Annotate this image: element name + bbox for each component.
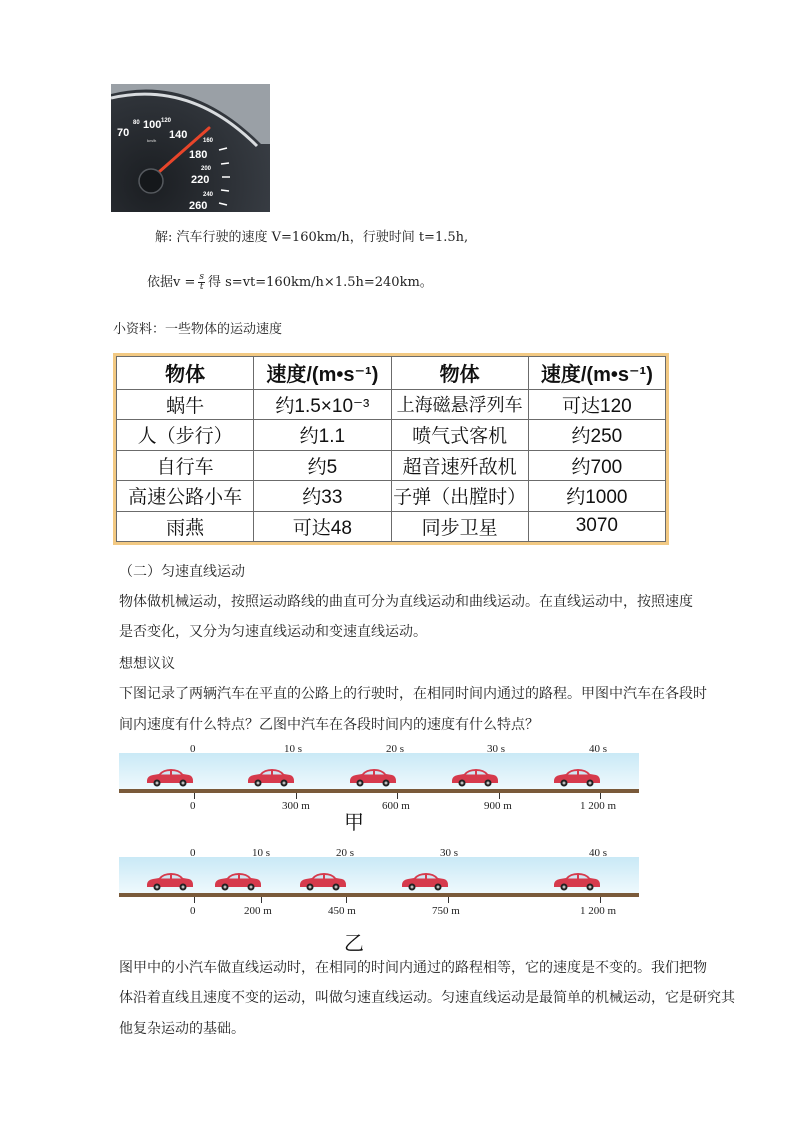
dial-number: 240 <box>203 192 214 198</box>
table-cell: 可达48 <box>254 511 391 541</box>
table-header: 速度/(m•s⁻¹) <box>254 357 391 390</box>
distance-marker <box>194 897 195 903</box>
table-cell: 约1.1 <box>254 420 391 450</box>
table-row <box>117 511 666 541</box>
paragraph-3-line-2: 体沿着直线且速度不变的运动，叫做匀速直线运动。匀速直线运动是最简单的机械运动，它是研究其 <box>119 990 735 1006</box>
dial-number: 100 <box>143 119 162 131</box>
table-cell: 喷气式客机 <box>391 420 528 450</box>
paragraph-3-line-3: 他复杂运动的基础。 <box>119 1021 245 1037</box>
table-cell: 超音速歼敌机 <box>391 450 528 480</box>
car <box>246 767 296 791</box>
time-tick: 20 s <box>386 743 405 755</box>
table-cell: 约700 <box>528 450 665 480</box>
table-cell: 约1.5×10⁻³ <box>254 389 391 419</box>
distance-tick: 900 m <box>484 800 512 812</box>
speed-table <box>116 356 666 542</box>
car <box>145 767 195 791</box>
diagram-label-yi: 乙 <box>344 931 364 955</box>
time-tick: 30 s <box>487 743 506 755</box>
distance-marker <box>448 897 449 903</box>
speedometer-graphic <box>111 84 270 212</box>
car <box>450 767 500 791</box>
dial-number: 160 <box>203 138 214 144</box>
table-cell: 雨燕 <box>117 511 254 541</box>
table-header: 物体 <box>117 357 254 390</box>
distance-tick: 1 200 m <box>580 905 617 917</box>
dial-number: 220 <box>191 174 210 186</box>
time-tick: 20 s <box>336 847 355 859</box>
distance-marker <box>600 897 601 903</box>
solution-line-2 <box>147 273 433 293</box>
car <box>552 871 602 895</box>
distance-marker <box>499 793 500 799</box>
paragraph-2-line-2: 间内速度有什么特点？乙图中汽车在各段时间内的速度有什么特点？ <box>119 717 539 733</box>
paragraph-3-line-1: 图甲中的小汽车做直线运动时，在相同的时间内通过的路程相等，它的速度是不变的。我们把物 <box>119 960 707 976</box>
dial-number: 200 <box>201 166 212 172</box>
distance-marker <box>600 793 601 799</box>
time-tick: 0 <box>190 847 196 859</box>
distance-marker <box>194 793 195 799</box>
table-cell: 约33 <box>254 481 391 511</box>
paragraph-2-line-1: 下图记录了两辆汽车在平直的公路上的行驶时，在相同时间内通过的路程。甲图中汽车在各段时 <box>119 686 707 702</box>
dial-number: 80 <box>133 120 140 126</box>
table-cell: 约250 <box>528 420 665 450</box>
fraction-numerator: s <box>199 272 204 282</box>
distance-marker <box>346 897 347 903</box>
distance-marker <box>397 793 398 799</box>
table-cell: 高速公路小车 <box>117 481 254 511</box>
car <box>552 767 602 791</box>
info-title: 小资料：一些物体的运动速度 <box>113 322 283 337</box>
distance-tick: 600 m <box>382 800 410 812</box>
table-header: 速度/(m•s⁻¹) <box>528 357 665 390</box>
table-cell: 约5 <box>254 450 391 480</box>
dial-number: 140 <box>169 129 188 141</box>
fraction <box>198 273 205 292</box>
table-cell: 子弹（出膛时） <box>391 481 528 511</box>
distance-tick: 750 m <box>432 905 460 917</box>
time-tick: 30 s <box>440 847 459 859</box>
car <box>348 767 398 791</box>
table-cell: 上海磁悬浮列车 <box>391 389 528 419</box>
table-header: 物体 <box>391 357 528 390</box>
table-row <box>117 389 666 419</box>
discuss-title: 想想议议 <box>119 656 175 672</box>
needle-hub <box>139 169 163 193</box>
section-title: （二）匀速直线运动 <box>119 564 245 580</box>
dial-number: 120 <box>161 118 172 124</box>
time-tick: 10 s <box>284 743 303 755</box>
car <box>298 871 348 895</box>
dial-number: 70 <box>117 127 130 139</box>
car <box>145 871 195 895</box>
time-tick: 0 <box>190 743 196 755</box>
table-row <box>117 420 666 450</box>
distance-tick: 300 m <box>282 800 310 812</box>
time-tick: 40 s <box>589 847 608 859</box>
car <box>400 871 450 895</box>
table-cell: 3070 <box>528 511 665 541</box>
time-tick: 40 s <box>589 743 608 755</box>
dial-unit: km/h <box>147 138 157 143</box>
time-tick: 10 s <box>252 847 271 859</box>
diagram-label-jia: 甲 <box>344 810 364 834</box>
dial-number: 180 <box>189 149 208 161</box>
distance-marker <box>261 897 262 903</box>
solution-prefix: 依据v = <box>147 275 196 290</box>
table-row <box>117 481 666 511</box>
car <box>213 871 263 895</box>
paragraph-1-line-2: 是否变化，又分为匀速直线运动和变速直线运动。 <box>119 624 427 640</box>
distance-tick: 0 <box>190 905 196 917</box>
paragraph-1-line-1: 物体做机械运动，按照运动路线的曲直可分为直线运动和曲线运动。在直线运动中，按照速度 <box>119 594 693 610</box>
table-cell: 可达120 <box>528 389 665 419</box>
speed-table-container <box>113 353 669 545</box>
distance-tick: 0 <box>190 800 196 812</box>
table-cell: 人（步行） <box>117 420 254 450</box>
fraction-denominator: t <box>199 282 204 292</box>
distance-tick: 1 200 m <box>580 800 617 812</box>
speedometer-image <box>111 84 270 212</box>
table-cell: 同步卫星 <box>391 511 528 541</box>
table-cell: 自行车 <box>117 450 254 480</box>
table-row <box>117 450 666 480</box>
table-header-row <box>117 357 666 390</box>
distance-tick: 200 m <box>244 905 272 917</box>
dial-number: 260 <box>189 200 208 212</box>
table-cell: 蜗牛 <box>117 389 254 419</box>
distance-tick: 450 m <box>328 905 356 917</box>
table-cell: 约1000 <box>528 481 665 511</box>
solution-suffix: 得 s=vt=160km/h×1.5h=240km。 <box>208 275 433 290</box>
solution-line-1: 解: 汽车行驶的速度 V=160km/h，行驶时间 t=1.5h, <box>155 230 469 245</box>
distance-marker <box>296 793 297 799</box>
